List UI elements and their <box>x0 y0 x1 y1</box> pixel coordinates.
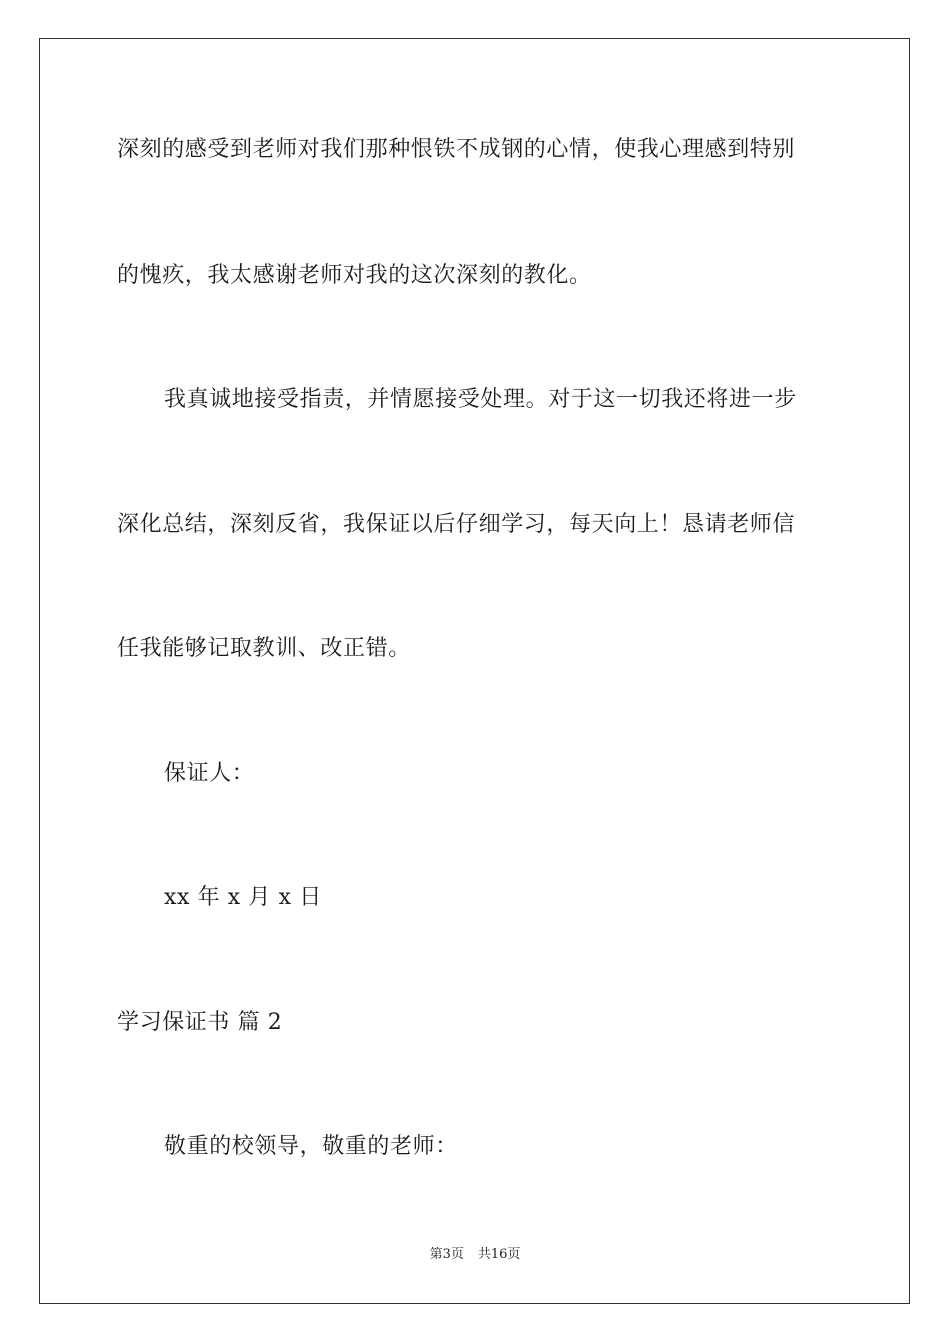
guarantor-label: 保证人： <box>164 761 255 786</box>
body-line-1: 深刻的感受到老师对我们那种恨铁不成钢的心情，使我心理感到特别 <box>117 137 796 162</box>
body-line-4: 深化总结，深刻反省，我保证以后仔细学习，每天向上！恳请老师信 <box>117 512 796 537</box>
body-line-2: 的愧疚，我太感谢老师对我的这次深刻的教化。 <box>117 263 592 288</box>
date-line: xx 年 x 月 x 日 <box>164 885 322 910</box>
page-footer <box>0 1246 950 1264</box>
body-line-3: 我真诚地接受指责，并情愿接受处理。对于这一切我还将进一步 <box>164 387 797 412</box>
body-line-5: 任我能够记取教训、改正错。 <box>117 636 411 661</box>
salutation-line: 敬重的校领导，敬重的老师： <box>164 1134 458 1159</box>
page-total: 共16页 <box>477 1247 521 1262</box>
page-number: 第3页 <box>429 1247 464 1262</box>
page-frame <box>39 38 910 1304</box>
section-heading: 学习保证书 篇 2 <box>117 1010 283 1035</box>
